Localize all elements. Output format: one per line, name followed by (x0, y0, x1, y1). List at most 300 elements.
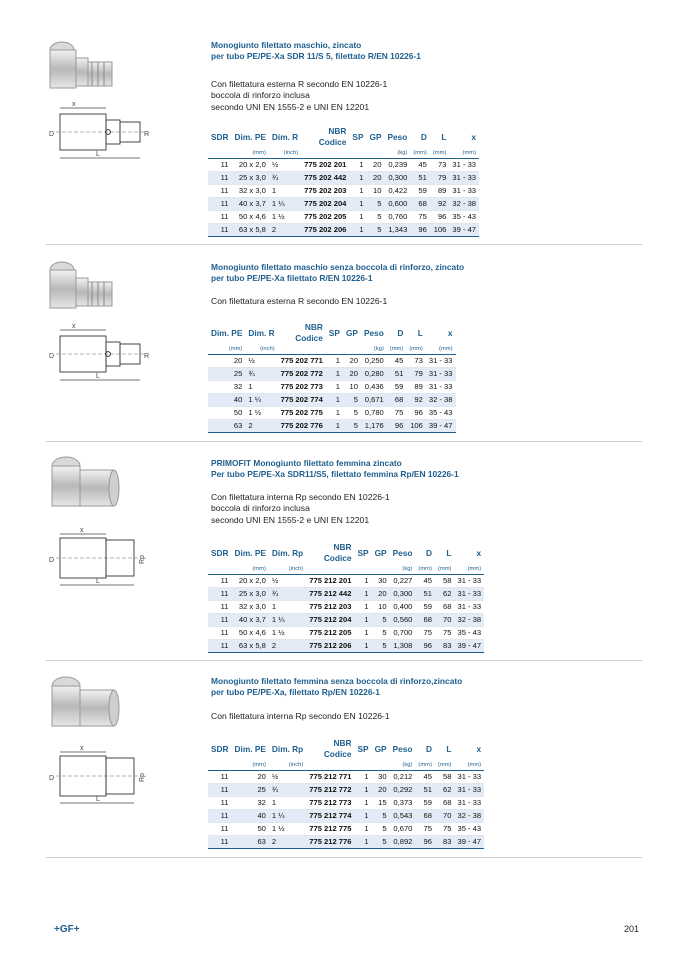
unit-label (208, 149, 232, 158)
unit-label (208, 761, 232, 770)
table-header-row (208, 737, 484, 761)
table-cell: ½ (245, 354, 277, 367)
table-cell: 1 ½ (269, 822, 306, 835)
table-cell: 15 (372, 796, 390, 809)
unit-label: (mm) (415, 565, 435, 574)
table-cell: 32 (208, 380, 245, 393)
table-cell: 31 - 33 (426, 380, 456, 393)
table-cell: 31 - 33 (449, 184, 479, 197)
table-cell: 1 (326, 393, 343, 406)
table-row (208, 574, 484, 587)
unit-label: (inch) (269, 761, 306, 770)
table-cell: 775 212 772 (306, 783, 354, 796)
unit-label (366, 149, 384, 158)
table-cell: 1 (349, 171, 366, 184)
technical-drawing (46, 744, 158, 806)
table-cell: ¾ (269, 171, 301, 184)
column-header: Peso (363, 328, 384, 338)
section-divider (46, 857, 642, 858)
table-cell: 96 (430, 210, 450, 223)
table-cell: 59 (415, 796, 435, 809)
dim-d-label: D (49, 131, 55, 138)
table-cell: 20 x 2,0 (232, 158, 269, 171)
table-cell: 775 202 775 (278, 406, 326, 419)
table-cell: 5 (343, 406, 361, 419)
unit-label: (mm) (232, 149, 269, 158)
unit-label (354, 761, 371, 770)
table-cell: 11 (208, 822, 232, 835)
unit-label: (inch) (269, 565, 306, 574)
table-cell: 1,176 (361, 419, 387, 432)
column-header: Dim. Rp (271, 744, 304, 754)
unit-label: (inch) (269, 149, 301, 158)
title-line: Monogiunto filettato femmina senza boccola di rinforzo,zincato (211, 676, 463, 686)
table-cell: 73 (430, 158, 450, 171)
table-cell: 31 - 33 (454, 587, 484, 600)
table-row (208, 600, 484, 613)
table-cell: 32 x 3,0 (232, 184, 269, 197)
table-cell: 0,560 (390, 613, 416, 626)
table-cell: ½ (269, 158, 301, 171)
description-line: boccola di rinforzo inclusa (211, 90, 310, 101)
column-header: SDR (211, 744, 229, 754)
column-header: SP (352, 132, 364, 142)
table-cell: 0,671 (361, 393, 387, 406)
table-cell: 1 (354, 796, 371, 809)
table-cell: 75 (415, 626, 435, 639)
table-cell: 96 (415, 835, 435, 848)
table-units-row (208, 761, 484, 770)
table-cell: 25 x 3,0 (232, 171, 269, 184)
table-cell: 11 (208, 783, 232, 796)
table-row (208, 184, 479, 197)
unit-label: (mm) (410, 149, 430, 158)
table-cell: 775 202 201 (301, 158, 349, 171)
table-row (208, 783, 484, 796)
table-cell: 1 ¼ (269, 197, 301, 210)
description-line: boccola di rinforzo inclusa (211, 503, 310, 514)
table-cell: 775 202 776 (278, 419, 326, 432)
table-units-row (208, 565, 484, 574)
section-title (211, 676, 651, 697)
table-cell: 1 (354, 600, 371, 613)
table-cell: 5 (366, 210, 384, 223)
table-cell: 775 202 205 (301, 210, 349, 223)
table-cell: 51 (410, 171, 430, 184)
table-cell: 96 (415, 639, 435, 652)
table-cell: 1 (269, 184, 301, 197)
table-cell: 32 - 38 (449, 197, 479, 210)
unit-label (372, 761, 390, 770)
table-cell: 70 (435, 613, 455, 626)
table-cell: 0,250 (361, 354, 387, 367)
table-cell: 31 - 33 (454, 796, 484, 809)
column-header: SP (328, 328, 340, 338)
page-number: 201 (624, 924, 640, 934)
column-header: Dim. R (271, 132, 299, 142)
table-cell: 79 (406, 367, 426, 380)
description-line: secondo UNI EN 1555-2 e UNI EN 12201 (211, 101, 370, 112)
section-description (211, 79, 651, 113)
table-cell: 5 (366, 197, 384, 210)
table-cell: ¾ (269, 587, 306, 600)
table-row (208, 197, 479, 210)
table-cell: 1 (354, 574, 371, 587)
table-cell: 32 - 38 (454, 809, 484, 822)
title-line: Monogiunto filettato maschio senza boccola di rinforzo, zincato (211, 262, 465, 272)
table-cell: 106 (406, 419, 426, 432)
table-cell: 775 202 442 (301, 171, 349, 184)
description-line: Con filettatura interna Rp secondo EN 10226-1 (211, 492, 390, 502)
table-cell: 25 x 3,0 (232, 587, 269, 600)
table-cell: 775 202 206 (301, 223, 349, 236)
table-cell: 1 ½ (245, 406, 277, 419)
table-cell: 75 (435, 822, 455, 835)
unit-label (208, 565, 232, 574)
table-cell: 11 (208, 210, 232, 223)
table-cell: 51 (415, 783, 435, 796)
table-cell: 68 (435, 796, 455, 809)
table-cell: 0,227 (390, 574, 416, 587)
dim-x-label: x (80, 527, 84, 534)
table-cell: 1 ¼ (269, 613, 306, 626)
table-cell: 11 (208, 626, 232, 639)
unit-label: (mm) (435, 761, 455, 770)
table-row (208, 158, 479, 171)
table-header-row (208, 541, 484, 565)
description-line: Con filettatura esterna R secondo EN 10226-1 (211, 79, 388, 89)
table-cell: 31 - 33 (449, 158, 479, 171)
table-cell: 0,373 (390, 796, 416, 809)
table-cell: ¾ (245, 367, 277, 380)
section-description (211, 492, 651, 526)
unit-label: (mm) (430, 149, 450, 158)
table-cell: 68 (415, 809, 435, 822)
table-cell: 1,308 (390, 639, 416, 652)
table-cell: ½ (269, 574, 306, 587)
table-cell: 62 (435, 783, 455, 796)
table-cell: 31 - 33 (454, 600, 484, 613)
table-cell: 83 (435, 835, 455, 848)
table-cell: 1 (354, 639, 371, 652)
table-cell: 45 (415, 574, 435, 587)
table-cell: 11 (208, 613, 232, 626)
table-cell: 39 - 47 (426, 419, 456, 432)
column-header: D (425, 744, 432, 754)
table-cell: 63 (208, 419, 245, 432)
table-cell: 1 (354, 770, 371, 783)
column-header: Dim. PE (234, 744, 266, 754)
table-cell: 775 202 772 (278, 367, 326, 380)
table-cell: 31 - 33 (426, 367, 456, 380)
table-cell: 0,670 (390, 822, 416, 835)
table-cell: 68 (387, 393, 407, 406)
table-cell: 50 x 4,6 (232, 210, 269, 223)
table-cell: 59 (410, 184, 430, 197)
table-cell: 96 (410, 223, 430, 236)
table-cell: 11 (208, 223, 232, 236)
table-row (208, 613, 484, 626)
table-cell: 0,892 (390, 835, 416, 848)
unit-label: (mm) (426, 345, 456, 354)
table-cell: 20 (372, 587, 390, 600)
table-cell: 11 (208, 796, 232, 809)
table-cell: 40 x 3,7 (232, 613, 269, 626)
table-cell: 1 (326, 354, 343, 367)
table-cell: 775 212 775 (306, 822, 354, 835)
table-cell: 2 (269, 835, 306, 848)
column-header: D (420, 132, 427, 142)
title-line: Monogiunto filettato maschio, zincato (211, 40, 362, 50)
title-line: per tubo PE/PE-Xa filettato R/EN 10226-1 (211, 272, 373, 283)
table-cell: 25 (208, 367, 245, 380)
dim-d-label: D (49, 775, 55, 782)
column-header: L (446, 548, 452, 558)
section-title (211, 40, 651, 61)
table-cell: 35 - 43 (426, 406, 456, 419)
table-cell: 75 (415, 822, 435, 835)
table-cell: 35 - 43 (449, 210, 479, 223)
column-header: x (476, 744, 482, 754)
unit-label: (kg) (390, 761, 416, 770)
table-cell: 96 (406, 406, 426, 419)
product-photo (48, 674, 126, 738)
table-cell: 1 (349, 158, 366, 171)
column-header: L (441, 132, 447, 142)
column-header: x (447, 328, 453, 338)
dim-x-label: x (72, 101, 76, 108)
table-cell: 775 212 204 (306, 613, 354, 626)
column-header: NBR Codice (323, 738, 352, 759)
unit-label: (mm) (232, 761, 269, 770)
table-cell: 40 x 3,7 (232, 197, 269, 210)
table-cell: 30 (372, 770, 390, 783)
table-cell: 775 202 771 (278, 354, 326, 367)
title-line: Per tubo PE/PE-Xa SDR11/S5, filettato femmina Rp/EN 10226-1 (211, 468, 459, 479)
table-row (208, 171, 479, 184)
column-header: Dim. Rp (271, 548, 304, 558)
column-header: SP (357, 744, 369, 754)
table-cell: 1 (354, 613, 371, 626)
title-line: per tubo PE/PE-Xa SDR 11/S 5, filettato R/EN 10226-1 (211, 50, 421, 61)
table-row (208, 393, 456, 406)
table-cell: 40 (208, 393, 245, 406)
table-cell: 63 (232, 835, 269, 848)
table-cell: 10 (343, 380, 361, 393)
column-header: NBR Codice (323, 542, 352, 563)
table-cell: ½ (269, 770, 306, 783)
column-header: x (476, 548, 482, 558)
unit-label (301, 149, 349, 158)
table-cell: 0,600 (384, 197, 410, 210)
table-cell: 1 (349, 197, 366, 210)
section-description (211, 711, 651, 722)
table-cell: 11 (208, 639, 232, 652)
dim-thread-label: Rp (139, 773, 146, 782)
column-header: Peso (387, 132, 408, 142)
unit-label (306, 565, 354, 574)
table-cell: 5 (372, 639, 390, 652)
table-cell: 75 (387, 406, 407, 419)
column-header: x (471, 132, 477, 142)
unit-label (343, 345, 361, 354)
unit-label (306, 761, 354, 770)
table-row (208, 210, 479, 223)
unit-label: (mm) (387, 345, 407, 354)
unit-label: (kg) (384, 149, 410, 158)
table-cell: 1 ¼ (269, 809, 306, 822)
table-cell: 1 (354, 626, 371, 639)
section-divider (46, 244, 642, 245)
table-cell: 39 - 47 (449, 223, 479, 236)
table-cell: 32 - 38 (454, 613, 484, 626)
table-cell: 63 x 5,8 (232, 639, 269, 652)
table-cell: 1 ¼ (245, 393, 277, 406)
table-cell: 775 212 776 (306, 835, 354, 848)
product-photo (48, 454, 126, 518)
spec-table (208, 321, 456, 433)
unit-label: (mm) (232, 565, 269, 574)
unit-label (278, 345, 326, 354)
table-cell: 10 (372, 600, 390, 613)
table-units-row (208, 149, 479, 158)
table-cell: 11 (208, 835, 232, 848)
technical-drawing (46, 100, 158, 162)
table-row (208, 367, 456, 380)
table-cell: 775 212 774 (306, 809, 354, 822)
dim-l-label: L (96, 151, 100, 158)
dim-thread-label: R (144, 131, 150, 138)
technical-drawing (46, 526, 158, 588)
table-cell: 11 (208, 809, 232, 822)
spec-table (208, 125, 479, 237)
table-cell: 31 - 33 (454, 770, 484, 783)
table-cell: 75 (410, 210, 430, 223)
unit-label: (mm) (208, 345, 245, 354)
column-header: D (397, 328, 404, 338)
table-cell: 11 (208, 770, 232, 783)
table-header-row (208, 125, 479, 149)
table-cell: 106 (430, 223, 450, 236)
dim-x-label: x (72, 323, 76, 330)
column-header: Dim. PE (234, 548, 266, 558)
table-cell: 0,780 (361, 406, 387, 419)
table-cell: 0,422 (384, 184, 410, 197)
table-cell: 5 (372, 613, 390, 626)
unit-label: (kg) (390, 565, 416, 574)
table-cell: 73 (406, 354, 426, 367)
table-row (208, 223, 479, 236)
column-header: SDR (211, 132, 229, 142)
table-cell: 11 (208, 171, 232, 184)
table-cell: 68 (410, 197, 430, 210)
unit-label: (mm) (415, 761, 435, 770)
unit-label: (mm) (454, 761, 484, 770)
table-cell: 39 - 47 (454, 639, 484, 652)
table-cell: 45 (387, 354, 407, 367)
table-row (208, 419, 456, 432)
table-cell: 40 (232, 809, 269, 822)
table-cell: 775 202 773 (278, 380, 326, 393)
table-cell: 2 (245, 419, 277, 432)
table-cell: 31 - 33 (454, 574, 484, 587)
column-header: GP (369, 132, 382, 142)
table-cell: 2 (269, 223, 301, 236)
table-cell: 68 (435, 600, 455, 613)
table-cell: 96 (387, 419, 407, 432)
column-header: GP (374, 744, 387, 754)
table-cell: 20 (343, 354, 361, 367)
table-cell: 11 (208, 197, 232, 210)
column-header: Dim. PE (234, 132, 266, 142)
table-cell: 20 (366, 171, 384, 184)
column-header: SP (357, 548, 369, 558)
table-header-row (208, 321, 456, 345)
table-cell: 1 (326, 419, 343, 432)
unit-label: (kg) (361, 345, 387, 354)
product-photo (48, 258, 126, 322)
description-line: Con filettatura interna Rp secondo EN 10226-1 (211, 711, 390, 721)
column-header: L (446, 744, 452, 754)
table-cell: 1 (354, 822, 371, 835)
table-cell: 1 (326, 406, 343, 419)
dim-d-label: D (49, 353, 55, 360)
table-cell: 83 (435, 639, 455, 652)
table-cell: 5 (343, 393, 361, 406)
table-cell: 1 (354, 809, 371, 822)
table-cell: 45 (410, 158, 430, 171)
table-cell: 1 (349, 184, 366, 197)
unit-label (326, 345, 343, 354)
table-cell: 5 (343, 419, 361, 432)
column-header: GP (374, 548, 387, 558)
table-cell: 50 x 4,6 (232, 626, 269, 639)
unit-label: (mm) (435, 565, 455, 574)
dim-x-label: x (80, 745, 84, 752)
table-cell: 5 (372, 835, 390, 848)
table-cell: 5 (372, 626, 390, 639)
unit-label: (mm) (454, 565, 484, 574)
table-row (208, 380, 456, 393)
column-header: Peso (392, 744, 413, 754)
table-cell: 1 (349, 210, 366, 223)
table-cell: 5 (372, 809, 390, 822)
table-cell: 31 - 33 (449, 171, 479, 184)
table-cell: 775 212 203 (306, 600, 354, 613)
table-cell: 775 202 204 (301, 197, 349, 210)
unit-label: (mm) (449, 149, 479, 158)
table-cell: 775 202 203 (301, 184, 349, 197)
table-cell: 30 (372, 574, 390, 587)
table-cell: 1 (354, 783, 371, 796)
table-cell: 92 (430, 197, 450, 210)
column-header: NBR Codice (318, 126, 347, 147)
table-cell: 11 (208, 158, 232, 171)
table-cell: 1 ½ (269, 210, 301, 223)
table-cell: 0,239 (384, 158, 410, 171)
table-cell: 775 202 774 (278, 393, 326, 406)
table-cell: 35 - 43 (454, 822, 484, 835)
dim-thread-label: Rp (139, 555, 146, 564)
table-cell: 59 (387, 380, 407, 393)
section-divider (46, 441, 642, 442)
column-header: NBR Codice (295, 322, 323, 343)
table-units-row (208, 345, 456, 354)
title-line: PRIMOFIT Monogiunto filettato femmina zincato (211, 458, 402, 468)
table-cell: 25 (232, 783, 269, 796)
dim-thread-label: R (144, 353, 150, 360)
column-header: Peso (392, 548, 413, 558)
